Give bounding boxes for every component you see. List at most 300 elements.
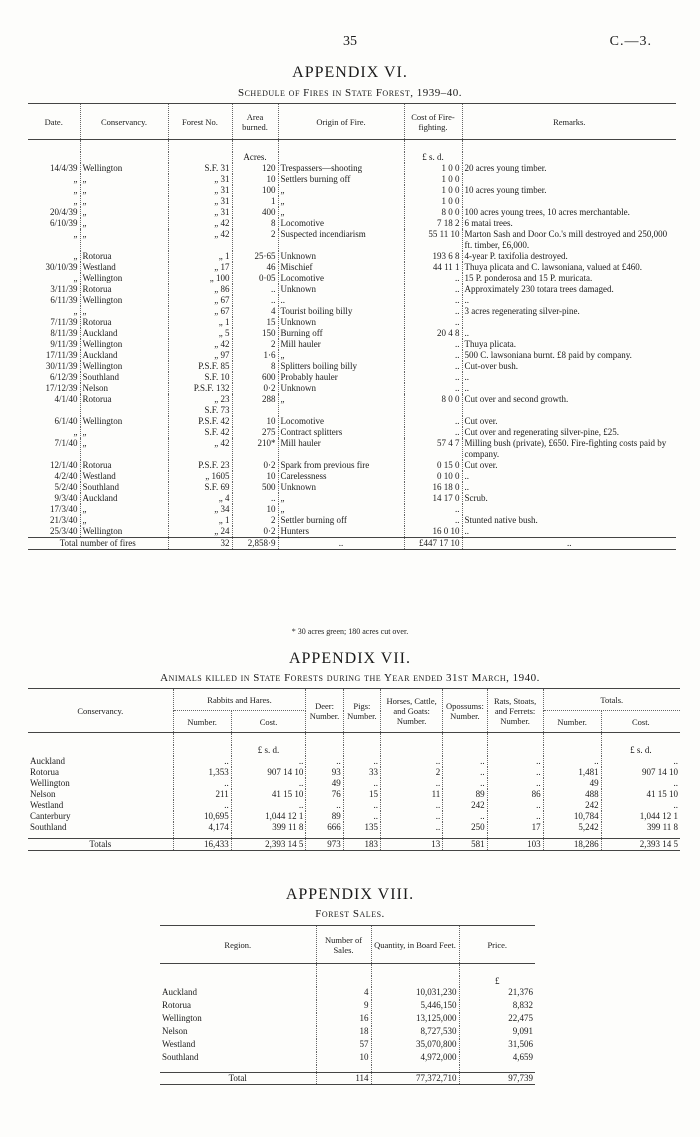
fire-date: 7/11/39 <box>28 317 80 328</box>
fire-remarks <box>462 174 676 185</box>
animal-conservancy: Wellington <box>28 778 173 789</box>
fire-area: 600 <box>232 372 278 383</box>
fire-row <box>28 339 676 350</box>
fire-conservancy: „ <box>80 229 168 251</box>
animal-tnum: 488 <box>543 789 601 800</box>
fire-date: 17/11/39 <box>28 350 80 361</box>
animals-total-opossums: 581 <box>443 839 487 851</box>
fire-date: 9/3/40 <box>28 493 80 504</box>
fire-origin: „ <box>278 350 404 361</box>
fire-conservancy: Rotorua <box>80 460 168 471</box>
animal-rcost: 907 14 10 <box>231 767 306 778</box>
sale-price: 9,091 <box>512 1025 533 1036</box>
fire-remarks: .. <box>464 481 469 492</box>
fire-area: 10 <box>232 504 278 515</box>
fire-forest-no: „ 42 <box>168 438 232 460</box>
fire-date: 20/4/39 <box>28 207 80 218</box>
sale-quantity: 8,727,530 <box>371 1026 459 1039</box>
fire-area: 210* <box>232 438 278 460</box>
fire-date: 30/11/39 <box>28 361 80 372</box>
fire-remarks: Scrub. <box>464 492 488 503</box>
animal-opossums: .. <box>443 778 487 789</box>
fire-forest-no: P.S.F. 42 <box>168 416 232 427</box>
fire-forest-no: „ 42 <box>168 218 232 229</box>
animal-pigs: .. <box>343 778 380 789</box>
animal-rnum: 211 <box>173 789 231 800</box>
col-totals: Totals. <box>543 689 680 711</box>
page-number: 35 <box>343 34 357 49</box>
animal-rnum: 1,353 <box>173 767 231 778</box>
fire-forest-no: S.F. 69 <box>168 482 232 493</box>
animal-tnum: 10,784 <box>543 811 601 822</box>
animal-pigs: .. <box>343 756 380 767</box>
animal-rnum: 10,695 <box>173 811 231 822</box>
fire-date: „ <box>28 196 80 207</box>
sale-count: 4 <box>316 987 371 1000</box>
sale-count: 57 <box>316 1039 371 1052</box>
fire-area: 400 <box>232 207 278 218</box>
fires-total-origin: .. <box>278 537 404 549</box>
animal-conservancy: Westland <box>28 800 173 811</box>
fire-origin: Unknown <box>278 317 404 328</box>
fires-total-row <box>28 537 676 549</box>
fire-area: 1·6 <box>232 350 278 361</box>
fire-conservancy: Wellington <box>80 361 168 372</box>
fires-footnote: * 30 acres green; 180 acres cut over. <box>291 627 409 636</box>
sale-count: 10 <box>316 1052 371 1065</box>
fire-conservancy: Auckland <box>80 328 168 339</box>
col-conservancy: Conservancy. <box>80 104 168 140</box>
sale-row <box>160 1013 535 1026</box>
fire-forest-no: „ 31 <box>168 207 232 218</box>
fire-origin: Unknown <box>278 482 404 493</box>
animal-rats: 86 <box>487 789 543 800</box>
fire-conservancy: „ <box>80 427 168 438</box>
col-rabbit-cost: Cost. <box>231 711 306 733</box>
fire-cost: .. <box>404 504 462 515</box>
animal-row <box>28 756 680 767</box>
sale-spacer-row <box>160 1065 535 1073</box>
animal-pigs: .. <box>343 811 380 822</box>
animal-pigs: 15 <box>343 789 380 800</box>
fire-row <box>28 361 676 372</box>
col-area: Area burned. <box>232 104 278 140</box>
animal-deer: 666 <box>306 822 343 833</box>
fire-remarks: Approximately 230 totara trees damaged. <box>464 283 614 294</box>
animal-horses: .. <box>381 822 443 833</box>
fire-cost: 1 0 0 <box>404 196 462 207</box>
fire-date: 6/11/39 <box>28 295 80 306</box>
col-region: Region. <box>160 926 316 964</box>
fire-remarks: Cut over. <box>464 459 498 470</box>
fire-date: „ <box>28 251 80 262</box>
sales-total-row <box>160 1073 535 1085</box>
animal-rcost: 1,044 12 1 <box>231 811 306 822</box>
animal-deer: 49 <box>306 778 343 789</box>
animal-horses: .. <box>381 800 443 811</box>
fire-forest-no: „ 31 <box>168 185 232 196</box>
fire-origin: Mill hauler <box>278 438 404 460</box>
fire-row <box>28 229 676 251</box>
animal-rnum: .. <box>173 756 231 767</box>
fire-area: 100 <box>232 185 278 196</box>
fire-origin: „ <box>278 185 404 196</box>
fire-conservancy: „ <box>80 207 168 218</box>
animals-total-row <box>28 839 680 851</box>
fire-origin: Burning off <box>278 328 404 339</box>
fire-date: 8/11/39 <box>28 328 80 339</box>
fire-date: 3/11/39 <box>28 284 80 295</box>
fire-conservancy: Nelson <box>80 383 168 394</box>
animals-total-tnum: 18,286 <box>543 839 601 851</box>
fire-forest-no: „ 1605 <box>168 471 232 482</box>
fire-remarks: 15 P. ponderosa and 15 P. muricata. <box>464 272 593 283</box>
sales-total-price: 97,739 <box>508 1073 533 1083</box>
fire-remarks: Stunted native bush. <box>464 514 538 525</box>
fire-forest-no: „ 1 <box>168 317 232 328</box>
fire-forest-no: „ 1 <box>168 251 232 262</box>
fire-conservancy: Rotorua <box>80 284 168 295</box>
col-cost: Cost of Fire-fighting. <box>404 104 462 140</box>
animals-total-rnum: 16,433 <box>173 839 231 851</box>
fire-cost: 8 0 0 <box>404 394 462 416</box>
fire-date: 25/3/40 <box>28 526 80 538</box>
fire-forest-no: „ 42 <box>168 229 232 251</box>
animal-opossums: 89 <box>443 789 487 800</box>
fire-row <box>28 273 676 284</box>
fire-origin: „ <box>278 504 404 515</box>
sale-count: 18 <box>316 1026 371 1039</box>
col-pigs: Pigs: Number. <box>343 689 380 733</box>
fire-remarks: Thuya plicata. <box>464 338 516 349</box>
fire-conservancy: Southland <box>80 482 168 493</box>
fire-area: 275 <box>232 427 278 438</box>
animals-total-pigs: 183 <box>343 839 380 851</box>
col-remarks: Remarks. <box>553 116 586 127</box>
animal-rats: .. <box>487 756 543 767</box>
fire-area: 0·2 <box>232 526 278 538</box>
fire-row <box>28 174 676 185</box>
fire-row <box>28 328 676 339</box>
sale-row <box>160 1000 535 1013</box>
fires-total-remarks: .. <box>567 537 572 548</box>
fire-cost: 0 15 0 <box>404 460 462 471</box>
animal-tcost: .. <box>673 755 678 766</box>
animal-tnum: 242 <box>543 800 601 811</box>
fire-area: 25·65 <box>232 251 278 262</box>
document-reference: C.—3. <box>609 34 652 49</box>
fire-origin: „ <box>278 196 404 207</box>
sale-price: 4,659 <box>512 1051 533 1062</box>
animal-tcost: 907 14 10 <box>642 766 678 777</box>
fire-area: 2 <box>232 515 278 526</box>
fire-origin: Unknown <box>278 284 404 295</box>
fire-forest-no: „ 24 <box>168 526 232 538</box>
animal-opossums: .. <box>443 767 487 778</box>
fire-conservancy: Westland <box>80 262 168 273</box>
animals-total-rats: 103 <box>487 839 543 851</box>
fire-origin: Spark from previous fire <box>278 460 404 471</box>
fire-forest-no: „ 97 <box>168 350 232 361</box>
fire-row <box>28 163 676 174</box>
fire-remarks: 100 acres young trees, 10 acres merchantable. <box>464 206 630 217</box>
fire-row <box>28 460 676 471</box>
animal-rcost: 41 15 10 <box>231 789 306 800</box>
sales-total-label: Total <box>160 1073 316 1085</box>
animal-tcost: 399 11 8 <box>646 821 678 832</box>
animal-tcost: .. <box>673 777 678 788</box>
fire-origin: Trespassers—shooting <box>278 163 404 174</box>
fire-forest-no: „ 86 <box>168 284 232 295</box>
sale-region: Auckland <box>160 987 316 1000</box>
fire-forest-no: „ 4 <box>168 493 232 504</box>
fire-row <box>28 207 676 218</box>
fire-area: 15 <box>232 317 278 328</box>
sale-count: 16 <box>316 1013 371 1026</box>
fires-total-cost: £447 17 10 <box>404 537 462 549</box>
fire-cost: .. <box>404 372 462 383</box>
forest-no-line: S.F. 73 <box>204 404 230 415</box>
animal-rats: 17 <box>487 822 543 833</box>
fire-conservancy: „ <box>80 504 168 515</box>
fire-row <box>28 372 676 383</box>
fire-conservancy: Wellington <box>80 339 168 350</box>
fire-date: 30/10/39 <box>28 262 80 273</box>
animal-rnum: .. <box>173 778 231 789</box>
fire-cost: 0 10 0 <box>404 471 462 482</box>
fire-cost: 1 0 0 <box>404 174 462 185</box>
fire-cost: 16 0 10 <box>404 526 462 538</box>
fire-date: 7/1/40 <box>28 438 80 460</box>
fire-conservancy: „ <box>80 185 168 196</box>
animal-row <box>28 811 680 822</box>
fire-forest-no: S.F. 42 <box>168 427 232 438</box>
animal-conservancy: Southland <box>28 822 173 833</box>
fire-conservancy: Wellington <box>80 526 168 538</box>
fire-origin: Mill hauler <box>278 339 404 350</box>
fire-conservancy: Southland <box>80 372 168 383</box>
sale-region: Rotorua <box>160 1000 316 1013</box>
fire-area: 1 <box>232 196 278 207</box>
animal-tnum: .. <box>543 756 601 767</box>
fires-total-label: Total number of fires <box>28 537 168 549</box>
sale-count: 9 <box>316 1000 371 1013</box>
fire-date: 4/2/40 <box>28 471 80 482</box>
fire-cost: 1 0 0 <box>404 163 462 174</box>
animal-pigs: .. <box>343 800 380 811</box>
fire-date: „ <box>28 229 80 251</box>
animal-opossums: .. <box>443 811 487 822</box>
animal-rats: .. <box>487 778 543 789</box>
animals-total-horses: 13 <box>381 839 443 851</box>
sales-table <box>160 925 535 1085</box>
appendix-7-subtitle: Animals killed in State Forests during the Year ended 31st March, 1940. <box>160 672 540 684</box>
animals-table <box>28 688 680 851</box>
fire-row <box>28 383 676 394</box>
fire-row <box>28 416 676 427</box>
fire-forest-no: S.F. 10 <box>168 372 232 383</box>
fire-cost: 44 11 1 <box>404 262 462 273</box>
col-horses: Horses, Cattle, and Goats: Number. <box>381 689 443 733</box>
animal-tcost: .. <box>673 799 678 810</box>
fire-area: 8 <box>232 361 278 372</box>
animal-deer: 76 <box>306 789 343 800</box>
fires-total-area: 2,858·9 <box>232 537 278 549</box>
forest-no-line: „ 23 <box>214 393 230 404</box>
fire-cost: 20 4 8 <box>404 328 462 339</box>
fire-row <box>28 262 676 273</box>
fire-cost: 8 0 0 <box>404 207 462 218</box>
fire-conservancy: Westland <box>80 471 168 482</box>
appendix-8-subtitle: Forest Sales. <box>315 908 385 920</box>
fire-area: .. <box>232 284 278 295</box>
fires-table <box>28 103 676 550</box>
fire-origin: Unknown <box>278 251 404 262</box>
fire-area: 10 <box>232 174 278 185</box>
sale-region: Nelson <box>160 1026 316 1039</box>
animal-pigs: 33 <box>343 767 380 778</box>
fire-row <box>28 317 676 328</box>
fire-remarks: .. <box>464 294 469 305</box>
fire-date: 17/3/40 <box>28 504 80 515</box>
col-forest-no: Forest No. <box>168 104 232 140</box>
fire-origin: Settlers burning off <box>278 174 404 185</box>
fire-origin: .. <box>278 295 404 306</box>
animal-rcost: .. <box>231 800 306 811</box>
sales-total-count: 114 <box>316 1073 371 1085</box>
fire-cost: .. <box>404 273 462 284</box>
fire-origin: „ <box>278 493 404 504</box>
col-rats: Rats, Stoats, and Ferrets: Number. <box>487 689 543 733</box>
animal-rats: .. <box>487 767 543 778</box>
fire-area: 288 <box>232 394 278 416</box>
fire-area: 0·2 <box>232 383 278 394</box>
sales-total-quantity: 77,372,710 <box>371 1073 459 1085</box>
animals-total-deer: 973 <box>306 839 343 851</box>
sale-price: 31,506 <box>508 1038 533 1049</box>
fire-cost: .. <box>404 515 462 526</box>
fire-remarks: .. <box>464 525 469 536</box>
fire-cost: 7 18 2 <box>404 218 462 229</box>
unit-pound: £ <box>495 975 500 986</box>
fire-date: 17/12/39 <box>28 383 80 394</box>
fire-forest-no: „ 42 <box>168 339 232 350</box>
fire-row <box>28 526 676 538</box>
fire-date: 14/4/39 <box>28 163 80 174</box>
fire-conservancy: Auckland <box>80 350 168 361</box>
fire-conservancy: „ <box>80 306 168 317</box>
animal-horses: .. <box>381 778 443 789</box>
fire-forest-no: „ 67 <box>168 295 232 306</box>
fire-cost: .. <box>404 339 462 350</box>
fire-cost: 1 0 0 <box>404 185 462 196</box>
fire-date: 5/2/40 <box>28 482 80 493</box>
fire-date: 6/12/39 <box>28 372 80 383</box>
fire-date: „ <box>28 174 80 185</box>
sale-region: Wellington <box>160 1013 316 1026</box>
fire-remarks: Cut-over bush. <box>464 360 518 371</box>
appendix-6-title: APPENDIX VI. <box>292 64 408 81</box>
animal-opossums: .. <box>443 756 487 767</box>
animal-conservancy: Nelson <box>28 789 173 800</box>
animal-horses: .. <box>381 756 443 767</box>
fires-total-count: 32 <box>168 537 232 549</box>
sale-quantity: 10,031,230 <box>371 987 459 1000</box>
fire-remarks: 4-year P. taxifolia destroyed. <box>464 250 568 261</box>
sale-region: Southland <box>160 1052 316 1065</box>
animal-conservancy: Canterbury <box>28 811 173 822</box>
sale-price: 21,376 <box>508 986 533 997</box>
fire-conservancy: Wellington <box>80 273 168 284</box>
fire-origin: Carelessness <box>278 471 404 482</box>
sale-quantity: 35,070,800 <box>371 1039 459 1052</box>
unit-lsd-total: £ s. d. <box>630 744 652 755</box>
fire-cost: .. <box>404 427 462 438</box>
fire-area: 500 <box>232 482 278 493</box>
fire-area: 46 <box>232 262 278 273</box>
fire-area: 2 <box>232 339 278 350</box>
fire-conservancy: Wellington <box>80 416 168 427</box>
fire-forest-no: „ 67 <box>168 306 232 317</box>
animal-horses: 11 <box>381 789 443 800</box>
fire-date: 21/3/40 <box>28 515 80 526</box>
sale-row <box>160 1039 535 1052</box>
fire-row <box>28 350 676 361</box>
fire-remarks: 20 acres young timber. <box>464 162 547 173</box>
fire-conservancy: „ <box>80 196 168 207</box>
animal-row <box>28 822 680 833</box>
col-sales: Number of Sales. <box>316 926 371 964</box>
animal-horses: 2 <box>381 767 443 778</box>
sale-quantity: 13,125,000 <box>371 1013 459 1026</box>
col-conservancy: Conservancy. <box>28 689 173 733</box>
fire-forest-no: S.F. 31 <box>168 163 232 174</box>
fire-cost: .. <box>404 284 462 295</box>
fire-forest-no: „ 34 <box>168 504 232 515</box>
fire-cost: .. <box>404 383 462 394</box>
fire-row <box>28 471 676 482</box>
fire-row <box>28 427 676 438</box>
fire-origin: Locomotive <box>278 273 404 284</box>
fire-row <box>28 394 676 416</box>
fire-forest-no <box>168 394 232 416</box>
animal-deer: 89 <box>306 811 343 822</box>
fire-area: 0·05 <box>232 273 278 284</box>
fire-area: 150 <box>232 328 278 339</box>
sale-quantity: 5,446,150 <box>371 1000 459 1013</box>
fire-remarks <box>462 504 676 515</box>
fire-origin: Tourist boiling billy <box>278 306 404 317</box>
fire-remarks: 3 acres regenerating silver-pine. <box>464 305 580 316</box>
fire-row <box>28 218 676 229</box>
fire-row <box>28 185 676 196</box>
fire-row <box>28 251 676 262</box>
fire-conservancy: Auckland <box>80 493 168 504</box>
unit-lsd: £ s. d. <box>404 152 462 163</box>
fire-remarks: Thuya plicata and C. lawsoniana, valued at £460. <box>464 261 642 272</box>
fire-cost: 193 6 8 <box>404 251 462 262</box>
sale-row <box>160 987 535 1000</box>
fire-remarks <box>462 196 676 207</box>
fire-area: 120 <box>232 163 278 174</box>
unit-acres: Acres. <box>232 152 278 163</box>
fire-area: .. <box>232 295 278 306</box>
col-origin: Origin of Fire. <box>278 104 404 140</box>
fire-cost: 14 17 0 <box>404 493 462 504</box>
animals-total-rcost: 2,393 14 5 <box>231 839 306 851</box>
fire-remarks: Cut over. <box>464 415 498 426</box>
animals-total-label: Totals <box>28 839 173 851</box>
